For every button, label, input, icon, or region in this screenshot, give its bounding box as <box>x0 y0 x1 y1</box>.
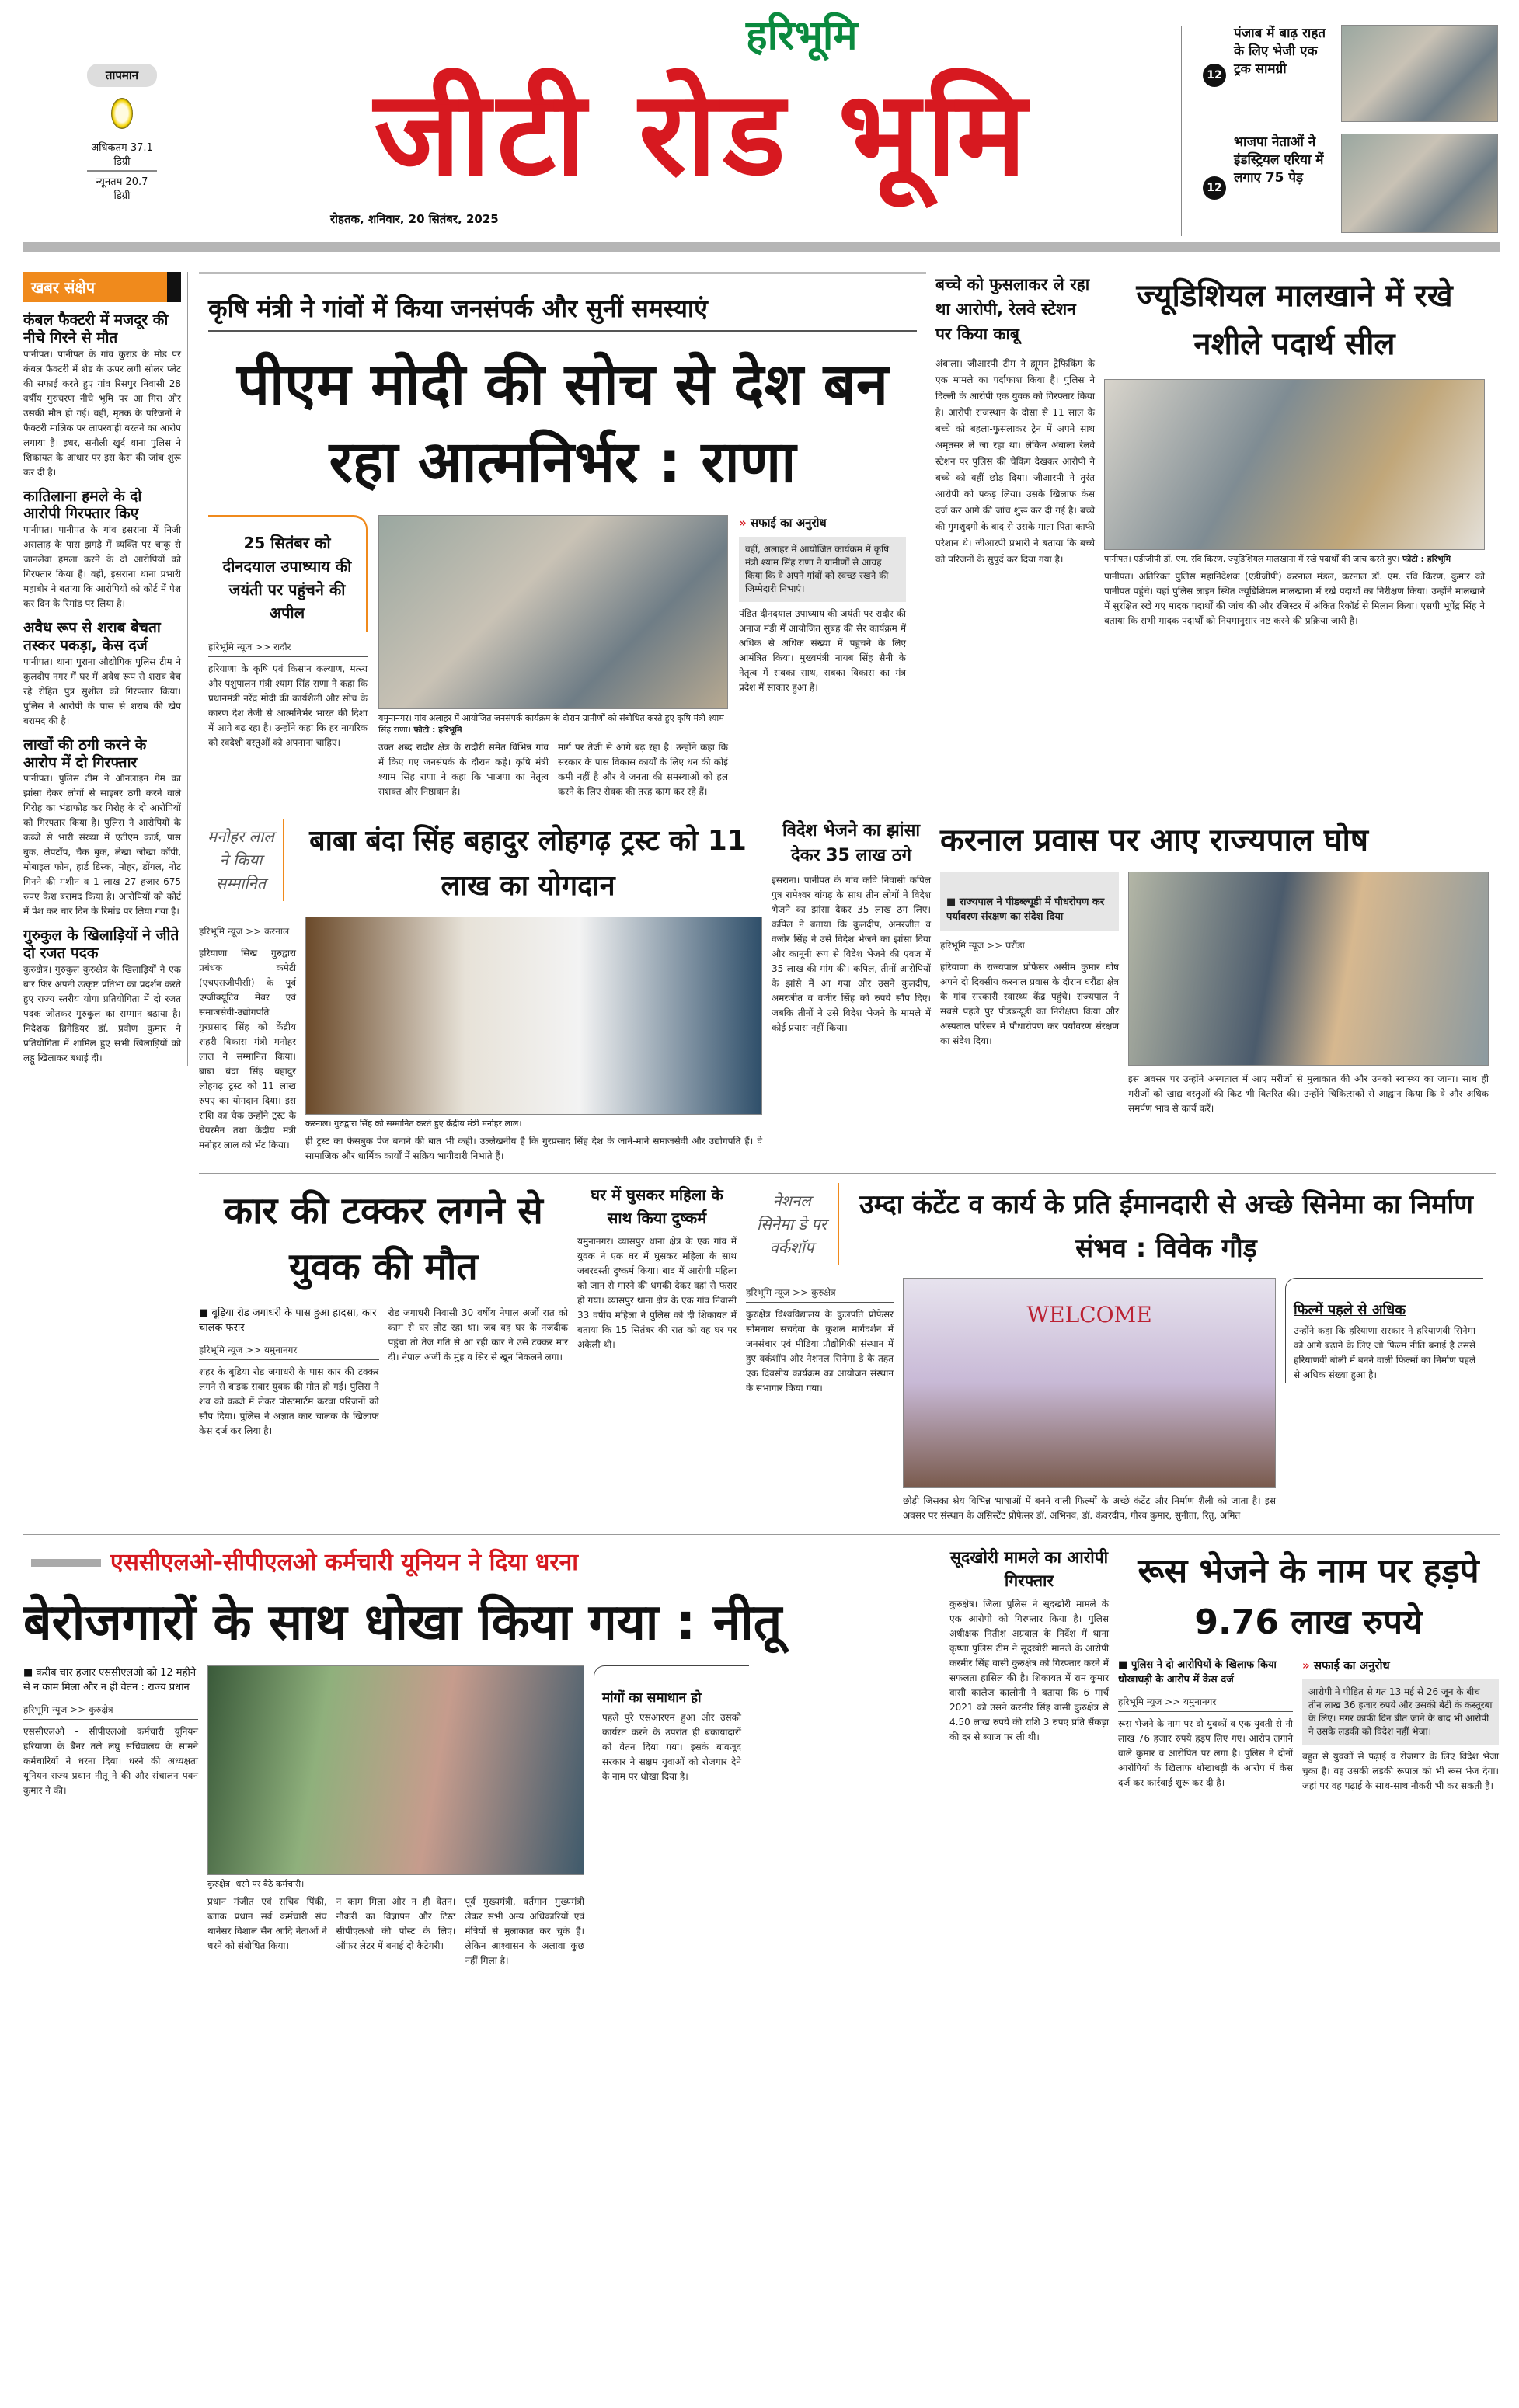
lead-col-4: पंडित दीनदयाल उपाध्याय की जयंती पर रादौर की अनाज मंडी में आयोजित सुबह की सैर कार्यक्रम में अधिक से अधिक संख्या में पहुंचने के लिए आमंत्रित किया। मुख्यमंत्री नायब सिंह सैनी के नेतृत्व में सबका साथ, सबका विकास का मंत्र प्रदेश में साकार हुआ है। <box>739 608 906 693</box>
photo-credit: फोटो : हरिभूमि <box>1402 554 1451 564</box>
russia-story[interactable]: रूस भेजने के नाम पर हड़पे 9.76 लाख रुपये ■ पुलिस ने दो आरोपियों के खिलाफ किया धोखाधड़ी के आरोप में केस दर्ज हरिभूमि न्यूज >> यमुनानगर रूस भेजने के नाम पर दो युवकों व एक युवती से नौ लाख 76 हजार रुपये हड़प लिए गए। आरोप लगाने वाले कुमार व आरोपित पर लगा है। पुलिस ने दोनों आरोपियों के खिलाफ धोखाधड़ी के आरोप में केस दर्ज कर कार्रवाई शुरू कर दी है। » सफाई का अनुरोध आरोपी ने पीड़ित से गत 13 मई से 26 जून के बीच तीन लाख 36 हजार रुपये और उसकी बेटी के कस्तूरबा के लिए। मगर काफी दिन बीत जाने के बाद भी आरोपी ने उसके लड़की को विदेश नहीं भेजा। बहुत से युवकों से पढ़ाई व रोजगार के लिए विदेश भेजा चुका है। वह उसकी लड़की रूपाल को भी रूस भेज देगा। जहां पर वह पढ़ाई के साथ-साथ नौकरी भी कर सकती है। <box>1118 1546 1499 1794</box>
lead-side-deck: 25 सितंबर को दीनदयाल उपाध्याय की जयंती पर पहुंचने की अपील <box>208 515 368 632</box>
lead-story[interactable] <box>199 272 926 799</box>
teaser-1[interactable] <box>1203 25 1506 126</box>
lead-caption: यमुनानगर। गांव अलाहर में आयोजित जनसंपर्क कार्यक्रम के दौरान ग्रामीणों को संबोधित करते हुए कृषि मंत्री श्याम सिंह राणा। फोटो : हरिभूमि <box>378 713 724 735</box>
sclo-photo <box>207 1665 584 1875</box>
lead-photo <box>378 515 728 709</box>
section-divider <box>23 1534 1500 1535</box>
brief-item[interactable]: कंबल फैक्टरी में मजदूर की नीचे गिरने से मौत पानीपत। पानीपत के गांव कुराड के मोड पर कंबल फैक्टरी में शेड के ऊपर लगी सोलर प्लेट की सफाई करते हुए गांव रिसपुर निवासी 28 वर्षीय गुरुचरण नीचे भूमि पर आ गिरा और उसकी मौत हो गई। वहीं, मृतक के परिजनों ने फैक्टरी मालिक पर लापरवाही बरतने का आरोप लगाया है। इधर, सनौली खुर्द थाना पुलिस ने शिकायत के आधार पर इस केस की जांच शुरू कर दी है। <box>23 311 181 478</box>
teaser-photo <box>1341 134 1498 233</box>
sclo-sidebox: मांगों का समाधान हो पहले पुरे एसआरएम हुआ और उसको कार्यरत करने के उपरांत ही बकायादारों को वेतन दिया गया। इसके बावजूद सरकार ने सक्षम युवाओं को रोजगार देने के नाम पर धोखा दिया है। <box>594 1665 749 1784</box>
judicial-story[interactable]: ज्यूडिशियल मालखाने में रखे नशीले पदार्थ सील पानीपत। एडीजीपी डॉ. एम. रवि किरण, ज्यूडिशियल मालखाना में रखे पदार्थों की जांच करते हुए। फोटो : हरिभूमि पानीपत। अतिरिक्त पुलिस महानिदेशक (एडीजीपी) करनाल मंडल, करनाल डॉ. एम. रवि किरण, कुमार को पानीपत पहुंचे। यहां पुलिस लाइन स्थित ज्यूडिशियल मालखाना में रखे पदार्थों का निरीक्षण किया। उन्होंने मालखाने में सुरक्षित रखे गए मादक पदार्थों की जांच की और रजिस्टर में अंकित रिकॉर्ड से मिलान किया। एसपी भूपेंद्र सिंह ने बताया कि सभी मादक पदार्थों को नियमानुसार नष्ट करने की प्रक्रिया जारी है। <box>1104 278 1485 626</box>
cinema-sidebox: फिल्में पहले से अधिक उन्होंने कहा कि हरियाणा सरकार ने हरियाणवी सिनेमा को आगे बढ़ाने के लिए जो फिल्म नीति बनाई है उससे हरियाणवी बोली में बनने वाली फिल्मों का निर्माण पहले से अधिक संख्या हुआ है। <box>1285 1278 1483 1383</box>
usury-story[interactable]: सूदखोरी मामले का आरोपी गिरफ्तार कुरुक्षेत्र। जिला पुलिस ने सूदखोरी मामले के एक आरोपी को गिरफ्तार किया है। पुलिस अधीक्षक नितीश अग्रवाल के निर्देश में थाना कृष्णा पुलिस टीम ने सूदखोरी मामले के आरोपी करमीर सिंह वासी कुरुक्षेत्र को गिरफ्तार करने में सफलता हासिल की है। शिकायत में राम कुमार वासी कालेज कालोनी ने बताया कि 6 मार्च 2021 को उसने करमीर सिंह वासी कुरुक्षेत्र से 4.50 लाख रुपये की राशि 3 रुपए प्रति सैंकड़ा की दर से ब्याज पर ली थी। <box>949 1548 1109 1742</box>
brief-item[interactable]: कातिलाना हमले के दो आरोपी गिरफ्तार किए पानीपत। पानीपत के गांव इसराना में निजी असलाह के पास झगड़े में व्यक्ति पर चाकू से जानलेवा हमला करने के दो आरोपियों को गिरफ्तार किया है। वहीं, इसराना थाना प्रभारी महाबीर ने बताया कि आरोपियों को कोर्ट में पेश कर दिन के रिमांड पर लिया है। <box>23 487 181 610</box>
lohgarh-photo <box>305 917 762 1115</box>
welcome-banner: WELCOME <box>1026 1302 1152 1328</box>
brand-logo: हरिभूमि <box>746 12 858 59</box>
lohgarh-kicker: मनोहर लाल ने किया सम्मानित <box>199 819 284 901</box>
upper-section <box>23 272 1500 1523</box>
brief-item[interactable]: लाखों की ठगी करने के आरोप में दो गिरफ्तार पानीपत। पुलिस टीम ने ऑनलाइन गेम का झांसा देकर लोगों से साइबर ठगी करने वाले गिरोह का भंडाफोड़ कर गिरोह के दो आरोपियों को गिरफ्तार किया है। पुलिस ने आरोपियों के कब्जे से भारी संख्या में एटीएम कार्ड, पास बुक, लेपटॉप, चैक बुक, लेखा जोखा कॉपी, मोबाइल फोन, हार्ड डिस्क, मोहर, डोंगल, नोट गिनने की मशीन व 1 लाख 27 हजार 675 रुपए कैश बरामद किया है। आरोपियों को कोर्ट में पेश कर चार दिन के रिमांड पर लिया गया है। <box>23 736 181 917</box>
masthead-divider <box>1181 26 1182 236</box>
photo-credit: फोटो : हरिभूमि <box>413 725 462 735</box>
page-badge: 12 <box>1203 176 1226 200</box>
brief-item[interactable]: गुरुकुल के खिलाड़ियों ने जीते दो रजत पदक कुरुक्षेत्र। गुरुकुल कुरुक्षेत्र के खिलाड़ियों ने एक बार फिर अपनी उत्कृष्ट प्रतिभा का प्रदर्शन करते हुए राज्य स्तरीय योगा प्रतियोगिता में दो रजत पदक जीतकर गुरुकुल का सम्मान बढ़ाया है। निदेशक ब्रिगेडियर डॉ. प्रवीण कुमार ने प्रतियोगिता में शामिल हुए सभी खिलाड़ियों को लड्डू खिलाकर बधाई दी। <box>23 927 181 1063</box>
dateline: रोहतक, शनिवार, 20 सितंबर, 2025 <box>330 212 499 226</box>
down-arrow-icon <box>31 1559 101 1567</box>
lead-col-3: मार्ग पर तेजी से आगे बढ़ रहा है। उन्होंने कहा कि सरकार के पास विकास कार्यों के लिए धन की कोई कमी नहीं है और वे जनता की समस्याओं को हल करने के लिए सेवक की तरह काम कर रहे हैं। <box>558 742 728 797</box>
sun-icon <box>111 98 133 129</box>
lead-col-1: हरियाणा के कृषि एवं किसान कल्याण, मत्स्य और पशुपालन मंत्री श्याम सिंह राणा ने कहा कि प्रधानमंत्री नरेंद्र मोदी की कार्यशैली और सोच के कारण देश तेजी से आत्मनिर्भर भारत की दिशा में आगे बढ़ रहा है। उन्होंने कहा कि हर नागरिक को स्वदेशी वस्तुओं को अपनाना चाहिए। <box>208 663 368 748</box>
lead-kicker: कृषि मंत्री ने गांवों में किया जनसंपर्क और सुनीं समस्याएं <box>208 291 917 332</box>
lohgarh-story[interactable]: मनोहर लाल ने किया सम्मानित बाबा बंदा सिंह बहादुर लोहगढ़ ट्रस्ट को 11 लाख का योगदान हरिभूमि न्यूज >> करनाल हरियाणा सिख गुरुद्वारा प्रबंधक कमेटी (एचएसजीपीसी) के पूर्व एग्जीक्यूटिव मेंबर एवं समाजसेवी-उद्योगपति गुरप्रसाद सिंह को केंद्रीय शहरी विकास मंत्री मनोहर लाल ने सम्मानित किया। बाबा बंदा सिंह बहादुर लोहगढ़ ट्रस्ट को 11 लाख रुपए का योगदान दिया। इस राशि का चैक उन्होंने ट्रस्ट के चेयरमैन तथा केंद्रीय मंत्री मनोहर लाल को भेंट किया। करनाल। गुरुद्वारा सिंह को सम्मानित करते हुए केंद्रीय मंत्री मनोहर लाल। ही ट्रस्ट का फेसबुक पेज बनाने की बात भी कही। उल्लेखनीय है कि गुरप्रसाद सिंह देश के जाने-माने समाजसेवी और उद्योगपति हैं। वे सामाजिक और धार्मिक कार्यों में सक्रिय भागीदारी निभाते हैं। <box>199 819 762 1164</box>
weather-min: न्यूनतम 20.7 डिग्री <box>96 176 148 202</box>
governor-story[interactable]: करनाल प्रवास पर आए राज्यपाल घोष ■ राज्यपाल ने पीडब्ल्यूडी में पौधरोपण कर पर्यावरण संरक्षण का संदेश दिया हरिभूमि न्यूज >> घरौंडा हरियाणा के राज्यपाल प्रोफेसर असीम कुमार घोष अपने दो दिवसीय करनाल प्रवास के दौरान घरौंडा क्षेत्र के गांव सरकारी स्वास्थ्य केंद्र पहुंचे। राज्यपाल ने सबसे पहले पुर पीडब्ल्यूडी का निरीक्षण किया और अस्पताल परिसर में पौधारोपण कर पर्यावरण संरक्षण का संदेश दिया। इस अवसर पर उन्होंने अस्पताल में आए मरीजों से मुलाकात की और उनको स्वास्थ्य का जाना। साथ ही मरीजों को खाद्य वस्तुओं की किट भी वितरित की। उन्होंने चिकित्सकों से आह्वान किया कि वे और अधिक समर्पण भाव से कार्य करें। <box>940 819 1489 1116</box>
weather-label: तापमान <box>87 64 157 87</box>
row-2 <box>199 819 1496 1174</box>
masthead-rule <box>23 242 1500 252</box>
page-content <box>23 272 1500 1968</box>
governor-photo <box>1128 872 1489 1066</box>
brief-item[interactable]: अवैध रूप से शराब बेचता तस्कर पकड़ा, केस दर्ज पानीपत। थाना पुराना औद्योगिक पुलिस टीम ने कुलदीप नगर में घर में अवैध रूप से शराब बेच रहे रोहित पुत्र सुशील को गिरफ्तार किया। पुलिस ने आरोपी के पास से शराब की खेप बरामद की है। <box>23 619 181 726</box>
lead-col-2: उक्त शब्द रादौर क्षेत्र के रादौरी समेत विभिन्न गांव में किए गए जनसंपर्क के दौरान कहे। कृषि मंत्री श्याम सिंह राणा ने कहा कि भाजपा का नेतृत्व सशक्त और निष्ठावान है। <box>378 742 549 797</box>
weather-max: अधिकतम 37.1 डिग्री <box>87 140 157 172</box>
appeal-heading: » सफाई का अनुरोध <box>739 515 906 531</box>
main-area <box>199 272 1496 1523</box>
teaser-photo <box>1341 25 1498 122</box>
bottom-section <box>23 1546 1500 1968</box>
weather-box <box>87 64 157 202</box>
news-briefs <box>23 272 188 1066</box>
accident-story[interactable]: कार की टक्कर लगने से युवक की मौत ■ बूड़िया रोड जगाधरी के पास हुआ हादसा, कार चालक फरार हरिभूमि न्यूज >> यमुनानगर शहर के बूड़िया रोड जगाधरी के पास कार की टक्कर लगने से बाइक सवार युवक की मौत हो गई। पुलिस ने शव को कब्जे में लेकर पोस्टमार्टम करवा परिजनों को सौंप दिया। पुलिस ने अज्ञात कार चालक के खिलाफ केस दर्ज कर लिया है। रोड जगाधरी निवासी 30 वर्षीय नेपाल अर्जी रात को काम से घर लौट रहा था। जब वह घर के नजदीक पहुंचा तो तेज गति से आ रही कार ने उसे टक्कर मार दी। नेपाल अर्जी के मुंह व सिर से खून निकलने लगा। <box>199 1183 568 1439</box>
byline: हरिभूमि न्यूज >> रादौर <box>208 637 368 657</box>
sclo-kicker: एससीएलओ-सीपीएलओ कर्मचारी यूनियन ने दिया धरना <box>110 1549 579 1576</box>
row-3 <box>199 1183 1496 1523</box>
teaser-2[interactable] <box>1203 134 1506 235</box>
abroad-story[interactable]: विदेश भेजने का झांसा देकर 35 लाख ठगे इसराना। पानीपत के गांव कवि निवासी कपिल पुत्र रामेश्वर बांगड़ के साथ तीन लोगों ने विदेश भेजने का झांसा देकर 35 लाख ठग लिए। कपिल ने बताया कि कुलदीप, अमरजीत व वजीर सिंह ने उसे विदेश भेजने का झांसा दिया और कानूनी रूप से विदेश भेजने की एवज में 35 लाख की मांग की। कपिल, तीनों आरोपियों के झांसे में आ गया और उसने कुलदीप, अमरजीत व वजीर सिंह को रुपये सौंप दिए। जबकि तीनों ने उसे विदेश भेजने के मामले में कोई प्रयास नहीं किया। <box>772 821 931 1033</box>
judicial-photo <box>1104 379 1485 550</box>
teaser-text: पंजाब में बाढ़ राहत के लिए भेजी एक ट्रक सामग्री <box>1234 26 1326 77</box>
cinema-story[interactable]: नेशनल सिनेमा डे पर वर्कशॉप उम्दा कंटेंट व कार्य के प्रति ईमानदारी से अच्छे सिनेमा का निर्माण संभव : विवेक गौड़ हरिभूमि न्यूज >> कुरुक्षेत्र कुरुक्षेत्र विश्वविद्यालय के कुलपति प्रोफेसर सोमनाथ सचदेवा के कुशल मार्गदर्शन में जनसंचार एवं मीडिया प्रौद्योगिकी संस्थान में हुए वर्कशॉप और नेशनल सिनेमा डे के तहत एक दिवसीय कार्यक्रम का आयोजन संस्थान के सभागार किया गया। WELCOME छोड़ी जिसका श्रेय विभिन्न भाषाओं में बनने वाली फिल्मों के अच्छे कंटेंट और निर्माण शैली को जाता है। इस अवसर पर संस्थान के असिस्टेंट प्रोफेसर डॉ. अभिनव, डॉ. कंवरदीप, गौरव कुमार, सुनीता, रितु, अमित फिल्में पहले से अधिक उन्होंने कहा कि हरियाणा सरकार ने हरियाणवी सिनेमा को आगे बढ़ाने के लिए जो फिल्म नीति बनाई है उससे हरियाणवी बोली में बनने वाली फिल्मों का निर्माण पहले से अधिक संख्या हुआ है। <box>746 1183 1484 1523</box>
lead-headline: पीएम मोदी की सोच से देश बन रहा आत्मनिर्भर : राणा <box>237 351 888 496</box>
page-badge: 12 <box>1203 64 1226 87</box>
teaser-text: भाजपा नेताओं ने इंडस्ट्रियल एरिया में लगाए 75 पेड़ <box>1234 134 1324 186</box>
appeal-box: वहीं, अलाहर में आयोजित कार्यक्रम में कृषि मंत्री श्याम सिंह राणा ने ग्रामीणों से आग्रह किया कि वे अपने गांवों को स्वच्छ रखने की जिम्मेदारी निभाएं। <box>739 537 906 602</box>
newspaper-title: जीटी रोड भूमि <box>374 67 1033 202</box>
briefs-label: खबर संक्षेप <box>23 272 181 302</box>
sclo-story[interactable]: एससीएलओ-सीपीएलओ कर्मचारी यूनियन ने दिया धरना बेरोजगारों के साथ धोखा किया गया : नीतू ■ करीब चार हजार एससीएलओ को 12 महीने से न काम मिला और न ही वेतन : राज्य प्रधान हरिभूमि न्यूज >> कुरुक्षेत्र एससीएलओ - सीपीएलओ कर्मचारी यूनियन हरियाणा के बैनर तले लघु सचिवालय के सामने कर्मचारियों ने धरना दिया। धरने की अध्यक्षता यूनियन राज्य प्रधान नीतू ने की और संचालन पवन कुमार ने की। कुरुक्षेत्र। धरने पर बैठे कर्मचारी। प्रधान मंजीत एवं सचिव पिंकी, ब्लाक प्रधान सर्व कर्मचारी संघ थानेसर विशाल सैन आदि नेताओं ने धरने को संबोधित किया। न काम मिला और न ही वेतन। नौकरी का विज्ञापन और टिस्ट सीपीएलओ की पोस्ट के लिए। ऑफर लेटर में बनाई दो कैटेगरी। पूर्व मुख्यमंत्री, वर्तमान मुख्यमंत्री लेकर सभी अन्य अधिकारियों एवं मंत्रियों से मुलाकात कर चुके हैं। लेकिन आश्वासन के अलावा कुछ नहीं मिला है। मांगों का समाधान हो पहले पुरे एसआरएम हुआ और उसको कार्यरत करने के उपरांत ही बकायादारों को वेतन दिया गया। इसके बावजूद सरकार ने सक्षम युवाओं को रोजगार देने के नाम पर धोखा दिया है। <box>23 1546 940 1968</box>
cinema-photo <box>903 1278 1276 1488</box>
house-crime-story[interactable]: घर में घुसकर महिला के साथ किया दुष्कर्म यमुनानगर। व्यासपुर थाना क्षेत्र के एक गांव में युवक ने एक घर में घुसकर महिला के साथ जबरदस्ती दुष्कर्म किया। बाद में आरोपी महिला को जान से मारने की धमकी देकर वहां से फरार हो गया। व्यासपुर थाना क्षेत्र के एक गांव निवासी 33 वर्षीय महिला ने पुलिस को दी शिकायत में बताया कि 15 सितंबर की रात को वह घर पर अकेली थी। <box>577 1185 737 1350</box>
child-story[interactable]: बच्चे को फुसलाकर ले रहा था आरोपी, रेलवे स्टेशन पर किया काबू अंबाला। जीआरपी टीम ने ह्यूमन ट्रैफिकिंग के एक मामले का पर्दाफाश किया है। पुलिस ने दिल्ली के आरोपी एक युवक को गिरफ्तार किया है। आरोपी राजस्थान के दौसा से 11 साल के बच्चे को बहला-फुसलाकर ट्रेन में अपने साथ अमृतसर ले जा रहा था। लेकिन अंबाला रेलवे स्टेशन पर पुलिस की चेकिंग देखकर आरोपी ने बच्चे को वहीं छोड़ दिया। जीआरपी ने तुरंत आरोपी को पकड़ लिया। उसके खिलाफ केस दर्ज कर आगे की जांच शुरू कर दी गई है। बच्चे की गुमशुदगी के बाद से उसके माता-पिता काफी परेशान थे। जीआरपी प्रभारी ने बताया कि बच्चे को परिजनों के सुपुर्द कर दिया गया है। <box>935 275 1095 565</box>
row-1 <box>199 272 1496 809</box>
